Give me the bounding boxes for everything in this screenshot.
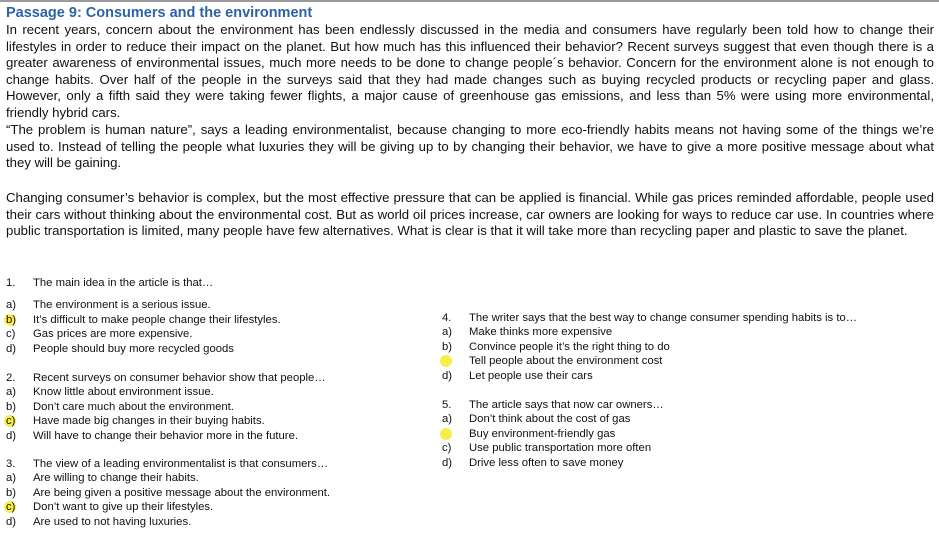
passage-paragraph-1: In recent years, concern about the environment has been endlessly discussed in the media and consumers have regularly been told how to change their lifestyles in order to reduce their impact on the planet. But how much has this influenced their behavior? Recent surveys suggest that even though there is a greater awareness of environmental issues, much more needs to be done to change people´s behavior. Concern for the environment alone is not enough to change habits. Over half of the people in the surveys said that they had made changes such as buying recycled products or recycling paper and glass. However, only a fifth said they were taking fewer flights, a major cause of greenhouse gas emissions, and less than 5% were using more environmental, friendly hybrid cars.	[6, 22, 934, 120]
option-label: b)	[442, 340, 453, 353]
option-text: Are being given a positive message about the environment.	[33, 486, 331, 499]
option-label: c)	[442, 442, 452, 455]
option-label: d)	[6, 342, 17, 355]
option-label: d)	[6, 429, 17, 442]
option-text: People should buy more recycled goods	[33, 342, 234, 355]
option-label: b)	[6, 313, 17, 326]
question-number: 1.	[6, 277, 16, 289]
option-label: d)	[442, 369, 453, 382]
top-divider	[0, 0, 939, 2]
question-text: The writer says that the best way to change consumer spending habits is to…	[469, 312, 858, 324]
option-label: c)	[6, 328, 16, 341]
passage-paragraph-3: Changing consumer’s behavior is complex, but the most effective pressure that can be applied is financial. While gas prices reminded affordable, people used their cars without thinking about the environmental cost. But as world oil prices increase, car owners are looking for ways to reduce car use. In countries where public transportation is limited, many people have few alternatives. What is clear is that it will take more than recycling paper and plastic to save the planet.	[6, 190, 934, 239]
option-text: Will have to change their behavior more in the future.	[33, 429, 298, 442]
passage-paragraph-2: “The problem is human nature”, says a leading environmentalist, because changing to more eco-friendly habits means not having some of the things we’re used to. Instead of telling the people what luxuries they will be giving up to by changing their behavior, we have to give a more positive message about what they will be gaining.	[6, 122, 934, 171]
option-text: Use public transportation more often	[469, 442, 652, 455]
question-number: 5.	[442, 399, 452, 411]
option-text: The environment is a serious issue.	[33, 299, 211, 312]
option-text: Don’t think about the cost of gas	[469, 413, 631, 426]
option-text: Convince people it’s the right thing to do	[469, 340, 670, 353]
option-label: a)	[442, 326, 453, 339]
question-text: Recent surveys on consumer behavior show that people…	[33, 372, 326, 384]
option-text: Are used to not having luxuries.	[33, 515, 192, 528]
question-number: 2.	[6, 372, 16, 384]
option-text: Drive less often to save money	[469, 456, 624, 469]
option-label: d)	[442, 456, 453, 469]
question-text: The article says that now car owners…	[469, 399, 664, 411]
question-text: The main idea in the article is that…	[33, 277, 214, 289]
question-text: The view of a leading environmentalist is that consumers…	[33, 458, 329, 470]
option-label: a)	[442, 413, 453, 426]
option-label: c)	[6, 415, 16, 428]
option-text: Buy environment-friendly gas	[469, 427, 616, 440]
option-text: It’s difficult to make people change their lifestyles.	[33, 313, 281, 326]
option-text: Let people use their cars	[469, 369, 593, 382]
option-label: b)	[6, 486, 17, 499]
answer-highlight-mark	[440, 428, 452, 440]
option-label: d)	[6, 515, 17, 528]
question-number: 4.	[442, 312, 452, 324]
option-text: Are willing to change their habits.	[33, 472, 199, 485]
option-label: a)	[6, 299, 17, 312]
question-number: 3.	[6, 458, 16, 470]
option-text: Have made big changes in their buying habits.	[33, 415, 265, 428]
option-text: Tell people about the environment cost	[469, 355, 663, 368]
option-label: a)	[6, 386, 17, 399]
option-label: a)	[6, 472, 17, 485]
option-label: b)	[6, 400, 17, 413]
option-text: Gas prices are more expensive.	[33, 328, 193, 341]
option-text: Don’t care much about the environment.	[33, 400, 234, 413]
passage-title: Passage 9: Consumers and the environment	[6, 5, 313, 21]
option-label: c)	[6, 501, 16, 514]
option-text: Know little about environment issue.	[33, 386, 214, 399]
option-text: Don’t want to give up their lifestyles.	[33, 501, 214, 514]
option-text: Make thinks more expensive	[469, 326, 613, 339]
answer-highlight-mark	[440, 355, 452, 367]
